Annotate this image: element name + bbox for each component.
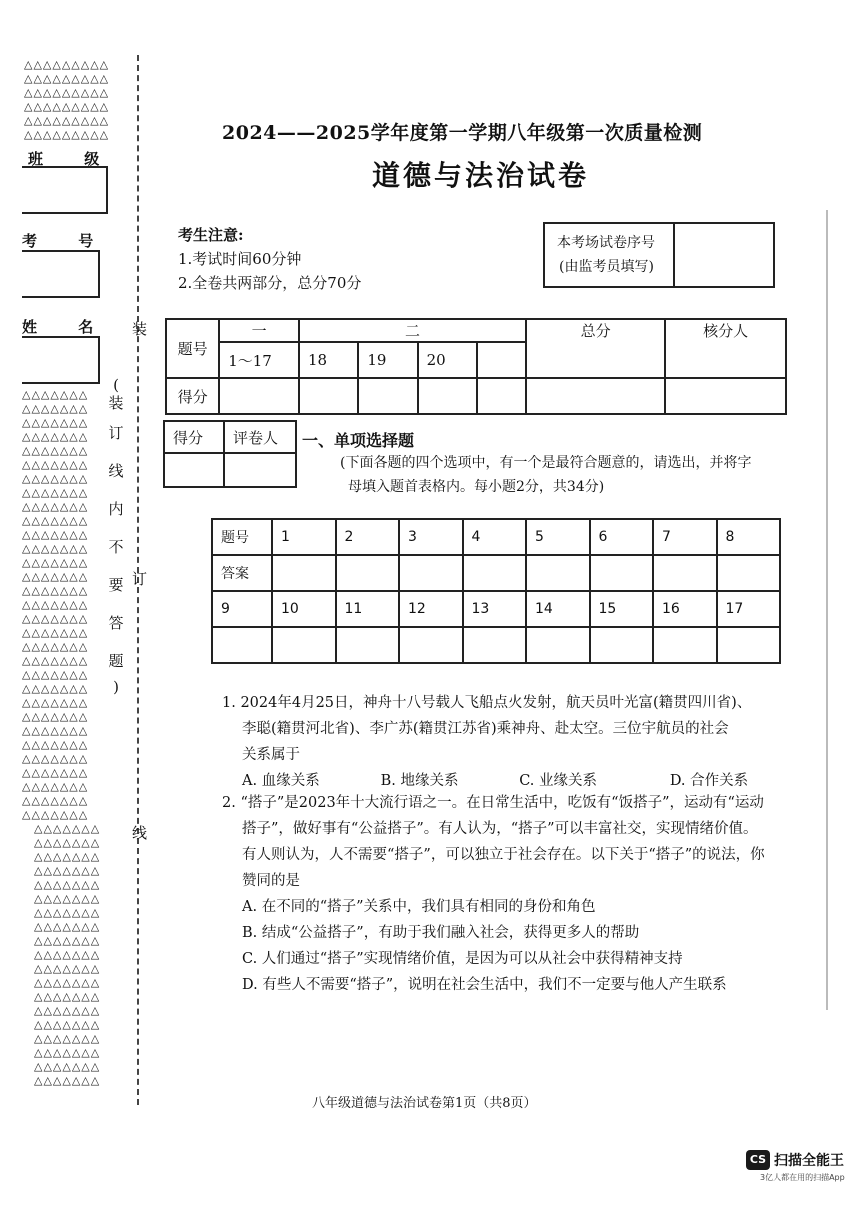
col-18: 18 [299,342,358,378]
answer-label: 答案 [212,555,272,591]
question-stem: 1. 2024年4月25日，神舟十八号载人飞船点火发射，航天员叶光富(籍贯四川省)、 [222,695,752,711]
triangle-decoration-icon: △△△△△△△ [22,668,89,681]
triangle-decoration-icon: △△△△△△△△△ [24,58,110,71]
triangle-decoration-icon: △△△△△△△ [22,752,89,765]
triangle-decoration-icon: △△△△△△△ [22,584,89,597]
col-19: 19 [358,342,417,378]
triangle-decoration-icon: △△△△△△△ [22,640,89,653]
exam-subtitle: 2024——2025学年度第一学期八年级第一次质量检测 [222,122,703,144]
triangle-decoration-icon: △△△△△△△ [22,570,89,583]
triangle-decoration-icon: △△△△△△△△△ [24,114,110,127]
question-stem: 关系属于 [242,747,300,763]
qno-cell: 4 [463,519,527,555]
qno-cell: 3 [399,519,463,555]
exam-no-label: 考 号 [22,232,112,250]
score-cell[interactable] [219,378,299,414]
triangle-decoration-icon: △△△△△△△ [22,808,89,821]
answer-cell[interactable] [526,555,590,591]
triangle-decoration-icon: △△△△△△△△△ [24,86,110,99]
serial-field[interactable] [675,224,771,286]
triangle-decoration-icon: △△△△△△△ [34,990,101,1003]
triangle-decoration-icon: △△△△△△△ [34,864,101,877]
triangle-decoration-icon: △△△△△△△ [22,724,89,737]
triangle-decoration-icon: △△△△△△△ [22,766,89,779]
notice-item: 2.全卷共两部分，总分70分 [178,274,362,292]
answer-qno-label: 题号 [212,519,272,555]
answer-cell[interactable] [336,627,400,663]
score-cell[interactable] [477,378,526,414]
question-stem: 赞同的是 [242,873,300,889]
option-b[interactable]: B. 结成“公益搭子”，有助于我们融入社会，获得更多人的帮助 [242,925,640,941]
answer-cell[interactable] [463,555,527,591]
binding-mark-xian: 线 [132,824,148,842]
triangle-decoration-icon: △△△△△△△ [34,822,101,835]
scan-edge-line [826,210,828,1010]
answer-cell[interactable] [653,555,717,591]
answer-cell[interactable] [717,627,781,663]
option-a[interactable]: A. 血缘关系 [242,773,320,789]
answer-cell[interactable] [272,627,336,663]
triangle-decoration-icon: △△△△△△△△△ [24,100,110,113]
triangle-decoration-icon: △△△△△△△ [34,948,101,961]
triangle-decoration-icon: △△△△△△△ [34,892,101,905]
grader-name-label: 评卷人 [224,421,296,453]
answer-cell[interactable] [590,555,654,591]
triangle-decoration-icon: △△△△△△△ [34,1004,101,1017]
triangle-decoration-icon: △△△△△△△ [22,598,89,611]
triangle-decoration-icon: △△△△△△△ [22,388,89,401]
question-2 [222,790,802,998]
triangle-decoration-icon: △△△△△△△ [22,794,89,807]
answer-cell[interactable] [399,627,463,663]
page-footer: 八年级道德与法治试卷第1页（共8页） [312,1096,537,1111]
triangle-decoration-icon: △△△△△△△ [22,514,89,527]
grader-box [163,420,297,488]
question-stem: 搭子”，做好事有“公益搭子”。有人认为，“搭子”可以丰富社交，实现情绪价值。 [242,821,758,837]
app-tagline: 3亿人都在用的扫描App [760,1173,845,1182]
triangle-decoration-icon: △△△△△△△ [22,402,89,415]
serial-note: (由监考员填写) [559,259,654,275]
warning-vertical-text: ( 装 订 线 内 不 要 答 题 ) [108,376,124,696]
qno-cell: 8 [717,519,781,555]
triangle-decoration-icon: △△△△△△△ [34,1074,101,1087]
triangle-decoration-icon: △△△△△△△ [22,486,89,499]
option-d[interactable]: D. 有些人不需要“搭子”，说明在社会生活中，我们不一定要与他人产生联系 [242,977,727,993]
part1-header: 一 [219,319,299,342]
triangle-decoration-icon: △△△△△△△ [22,654,89,667]
triangle-decoration-icon: △△△△△△△ [34,920,101,933]
grader-score-label: 得分 [164,421,224,453]
qno-cell: 7 [653,519,717,555]
score-table [165,318,787,415]
question-stem: 2. “搭子”是2023年十大流行语之一。在日常生活中，吃饭有“饭搭子”，运动有“运动 [222,795,764,811]
answer-cell[interactable] [272,555,336,591]
answer-cell[interactable] [526,627,590,663]
col-1-17: 1～17 [219,342,299,378]
triangle-decoration-icon: △△△△△△△ [34,906,101,919]
triangle-decoration-icon: △△△△△△△ [22,682,89,695]
triangle-decoration-icon: △△△△△△△ [34,878,101,891]
exam-no-field[interactable] [22,250,100,298]
page-title: 道德与法治试卷 [372,159,590,192]
qno-cell: 9 [212,591,272,627]
serial-label: 本考场试卷序号 [557,235,655,251]
triangle-decoration-icon: △△△△△△△ [34,962,101,975]
serial-box [543,222,775,288]
triangle-decoration-icon: △△△△△△△ [22,710,89,723]
triangle-decoration-icon: △△△△△△△ [22,430,89,443]
triangle-decoration-icon: △△△△△△△ [34,850,101,863]
score-cell[interactable] [418,378,477,414]
answer-cell[interactable] [590,627,654,663]
qno-cell: 17 [717,591,781,627]
qno-cell: 6 [590,519,654,555]
triangle-decoration-icon: △△△△△△△ [22,696,89,709]
app-name: 扫描全能王 [774,1153,844,1169]
qno-cell: 5 [526,519,590,555]
triangle-decoration-icon: △△△△△△△ [34,1046,101,1059]
qno-cell: 14 [526,591,590,627]
checker-cell[interactable] [665,378,786,414]
checker-header: 核分人 [665,319,786,378]
triangle-decoration-icon: △△△△△△△ [34,976,101,989]
option-c[interactable]: C. 人们通过“搭子”实现情绪价值，是因为可以从社会中获得精神支持 [242,951,683,967]
option-a[interactable]: A. 在不同的“搭子”关系中，我们具有相同的身份和角色 [242,899,596,915]
score-cell[interactable] [358,378,417,414]
triangle-decoration-icon: △△△△△△△ [34,934,101,947]
qno-cell: 11 [336,591,400,627]
name-label: 姓 名 [22,318,112,336]
grader-score-cell[interactable] [164,453,224,487]
binding-mark-zhuang: 装 [132,320,148,338]
binding-mark-ding: 订 [132,570,148,588]
question-stem: 有人则认为，人不需要“搭子”，可以独立于社会存在。以下关于“搭子”的说法，你 [242,847,765,863]
triangle-decoration-icon: △△△△△△△ [34,836,101,849]
answer-cell[interactable] [463,627,527,663]
option-c[interactable]: C. 业缘关系 [519,773,598,789]
answer-table [211,518,781,664]
option-d[interactable]: D. 合作关系 [669,773,749,789]
triangle-decoration-icon: △△△△△△△ [22,458,89,471]
triangle-decoration-icon: △△△△△△△ [22,612,89,625]
class-field[interactable] [22,166,108,214]
answer-cell[interactable] [717,555,781,591]
triangle-decoration-icon: △△△△△△△ [22,780,89,793]
triangle-decoration-icon: △△△△△△△ [22,528,89,541]
section-instructions: (下面各题的四个选项中，有一个是最符合题意的，请选出，并将字 [340,455,752,471]
question-1 [222,690,792,794]
section-instructions: 母填入题首表格内。每小题2分，共34分) [348,479,605,495]
camscanner-logo-icon: CS [746,1150,770,1170]
triangle-decoration-icon: △△△△△△△ [22,500,89,513]
triangle-decoration-icon: △△△△△△△ [34,1018,101,1031]
answer-cell[interactable] [653,627,717,663]
option-b[interactable]: B. 地缘关系 [380,773,459,789]
notice-item: 1.考试时间60分钟 [178,250,302,268]
triangle-decoration-icon: △△△△△△△ [34,1060,101,1073]
section-title: 一、单项选择题 [302,431,415,450]
name-field[interactable] [22,336,100,384]
answer-cell[interactable] [399,555,463,591]
score-cell[interactable] [299,378,358,414]
qno-cell: 16 [653,591,717,627]
col-20: 20 [418,342,477,378]
class-label: 班 级 [28,150,118,168]
qno-cell: 12 [399,591,463,627]
qno-cell: 13 [463,591,527,627]
triangle-decoration-icon: △△△△△△△ [22,542,89,555]
triangle-decoration-icon: △△△△△△△ [22,472,89,485]
qno-cell: 1 [272,519,336,555]
triangle-decoration-icon: △△△△△△△ [22,416,89,429]
qno-cell: 10 [272,591,336,627]
total-score-cell[interactable] [526,378,665,414]
col-blank [477,342,526,378]
triangle-decoration-icon: △△△△△△△ [22,444,89,457]
triangle-decoration-icon: △△△△△△△△△ [24,128,110,141]
triangle-decoration-icon: △△△△△△△ [22,738,89,751]
triangle-decoration-icon: △△△△△△△ [34,1032,101,1045]
answer-cell[interactable] [336,555,400,591]
score-label: 得分 [166,378,219,414]
triangle-decoration-icon: △△△△△△△△△ [24,72,110,85]
qno-cell: 2 [336,519,400,555]
answer-cell[interactable] [212,627,272,663]
triangle-decoration-icon: △△△△△△△ [22,556,89,569]
triangle-decoration-icon: △△△△△△△ [22,626,89,639]
grader-name-cell[interactable] [224,453,296,487]
qno-cell: 15 [590,591,654,627]
notice-heading: 考生注意: [178,226,244,244]
total-header: 总分 [526,319,665,378]
question-stem: 李聪(籍贯河北省)、李广苏(籍贯江苏省)乘神舟、赴太空。三位宇航员的社会 [242,721,729,737]
part2-header: 二 [299,319,526,342]
qno-label: 题号 [166,319,219,378]
